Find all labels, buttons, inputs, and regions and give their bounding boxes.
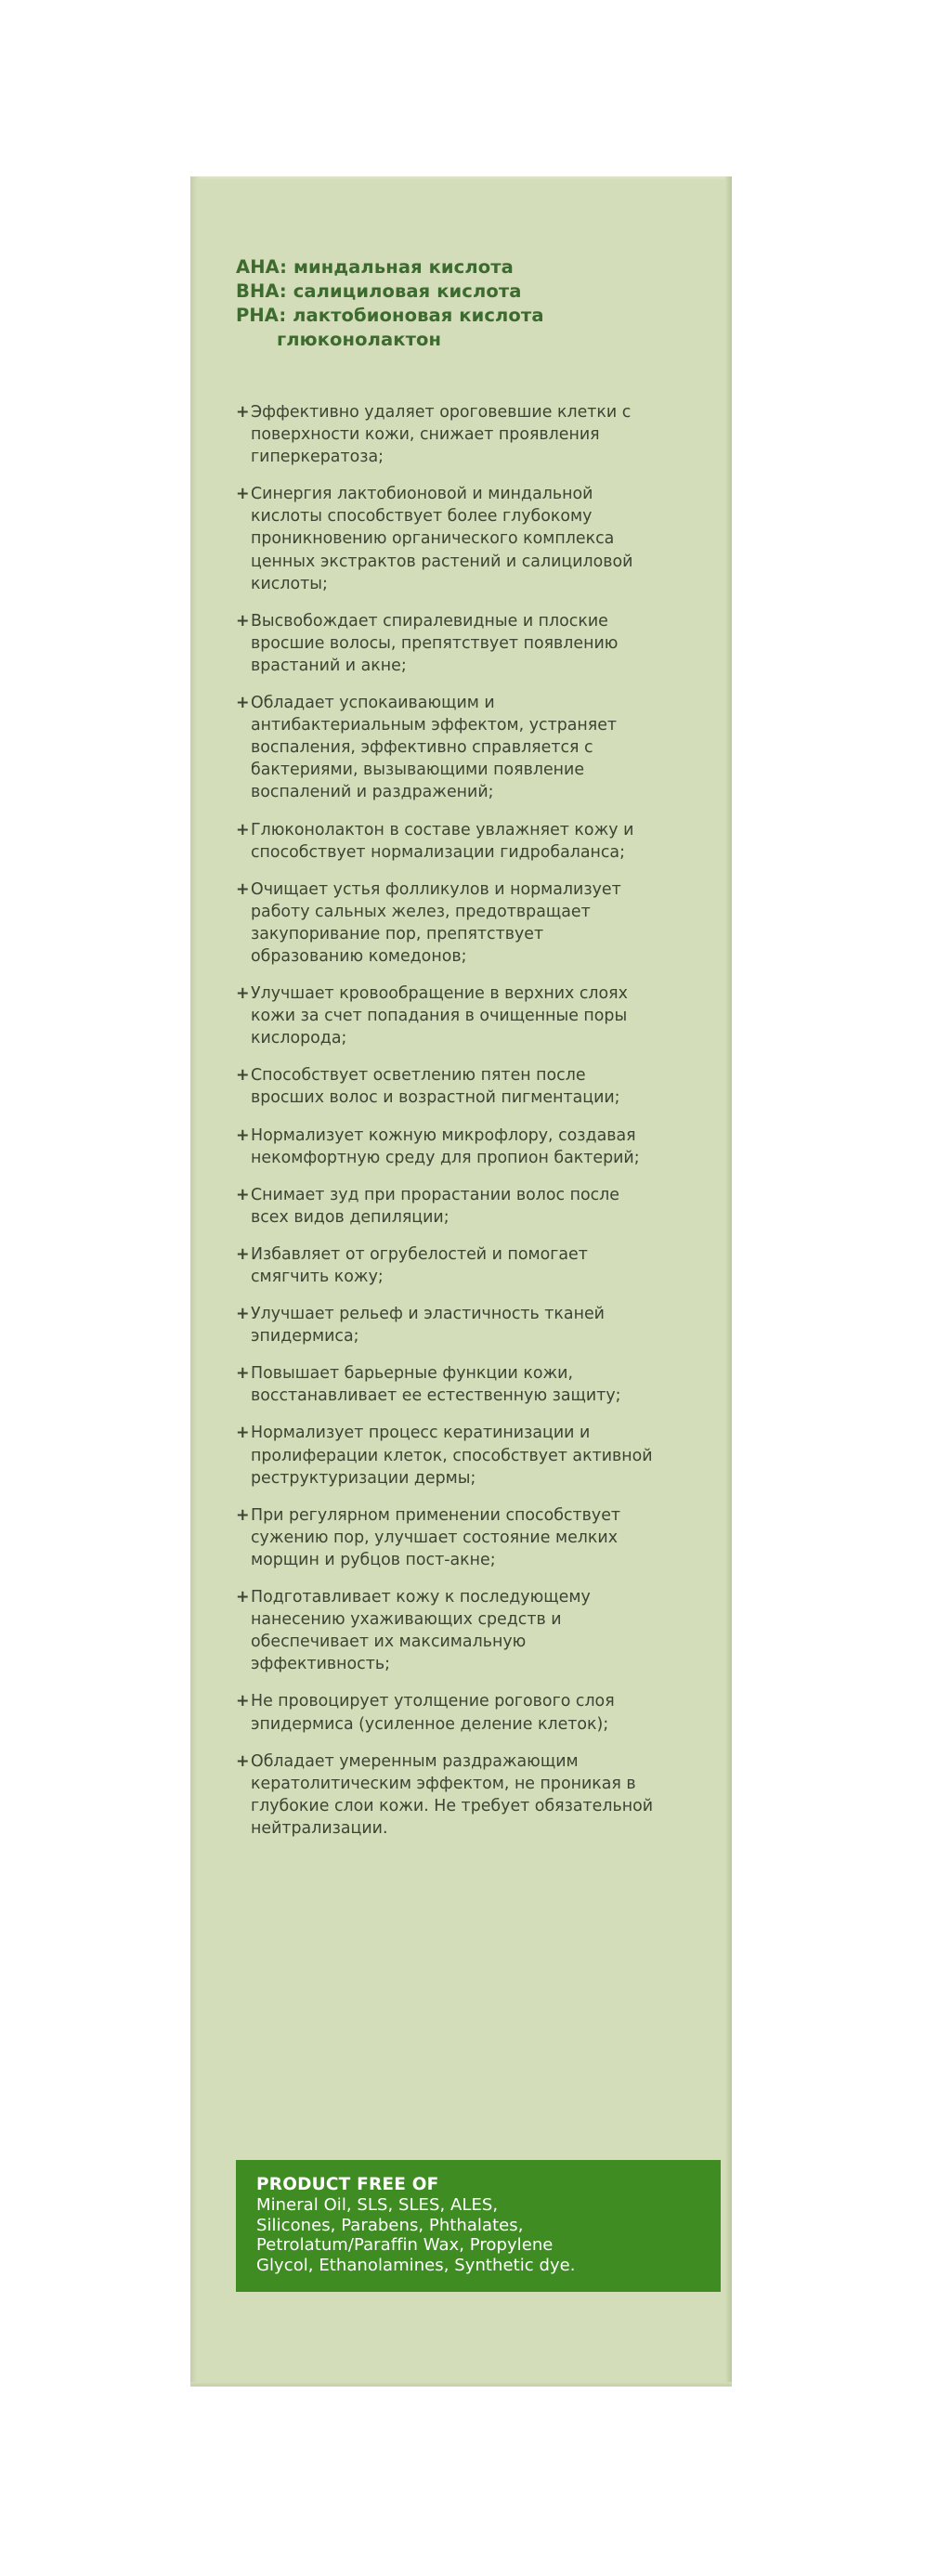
plus-icon: +	[236, 1066, 250, 1086]
plus-icon: +	[236, 1505, 250, 1525]
plus-icon: +	[236, 1692, 250, 1711]
plus-icon: +	[236, 1588, 250, 1607]
benefit-item	[236, 1303, 658, 1347]
package-right-fold	[725, 176, 732, 2387]
plus-icon: +	[236, 694, 250, 713]
benefit-text: Обладает умеренным раздражающим кератолитическим эффектом, не проникая в глубокие слои кожи. Не требует обязательной нейтрализации.	[251, 1751, 654, 1838]
benefit-text: Очищает устья фолликулов и нормализует работу сальных желез, предотвращает закупоривание пор, препятствует образованию комедонов;	[251, 879, 621, 966]
benefit-text: Подготавливает кожу к последующему нанесению ухаживающих средств и обеспечивает их максимальную эффективность;	[251, 1588, 591, 1674]
product-free-of-line: Glycol, Ethanolamines, Synthetic dye.	[256, 2255, 576, 2275]
benefit-text: Улучшает кровообращение в верхних слоях кожи за счет попадания в очищенные поры кислорода;	[251, 984, 628, 1048]
benefit-text: Улучшает рельеф и эластичность тканей эпидермиса;	[251, 1305, 605, 1347]
benefit-text: Избавляет от огрубелостей и помогает смягчить кожу;	[251, 1244, 588, 1286]
package-content-column	[236, 176, 663, 2387]
benefit-item	[236, 1064, 658, 1109]
benefit-item	[236, 878, 658, 968]
benefit-text: Высвобождает спиралевидные и плоские вросшие волосы, препятствует появлению врастаний и акне;	[251, 611, 619, 675]
benefit-text: Способствует осветлению пятен после вросших волос и возрастной пигментации;	[251, 1066, 620, 1108]
product-free-of-block	[236, 2160, 721, 2292]
plus-icon: +	[236, 1751, 250, 1771]
benefit-item	[236, 401, 658, 468]
benefit-text: Обладает успокаивающим и антибактериальным эффектом, устраняет воспаления, эффективно справляется с бактериями, вызывающими появление воспалений и раздражений;	[251, 694, 618, 802]
benefit-item	[236, 1750, 658, 1840]
product-free-of-line: Silicones, Parabens, Phthalates,	[256, 2215, 524, 2235]
package-left-fold	[190, 176, 199, 2387]
benefit-text: Не провоцирует утолщение рогового слоя эпидермиса (усиленное деление клеток);	[251, 1692, 615, 1734]
plus-icon: +	[236, 611, 250, 631]
plus-icon: +	[236, 984, 250, 1004]
benefit-text: Повышает барьерные функции кожи, восстанавливает ее естественную защиту;	[251, 1364, 621, 1406]
plus-icon: +	[236, 820, 250, 839]
plus-icon: +	[236, 1305, 250, 1324]
acid-line: глюконолактон	[277, 329, 442, 350]
benefit-text: Нормализует процесс кератинизации и пролиферации клеток, способствует активной реструктуризации дермы;	[251, 1424, 653, 1488]
benefit-item	[236, 1504, 658, 1571]
benefit-item	[236, 483, 658, 594]
benefit-item	[236, 610, 658, 677]
benefit-item	[236, 982, 658, 1049]
benefit-text: При регулярном применении способствует сужению пор, улучшает состояние мелких морщин и рубцов пост-акне;	[251, 1505, 621, 1569]
benefit-item	[236, 1422, 658, 1489]
benefits-list	[236, 401, 658, 1840]
acid-line: AHA: миндальная кислота	[236, 256, 514, 278]
benefit-item	[236, 1586, 658, 1675]
plus-icon: +	[236, 485, 250, 504]
benefit-item	[236, 1362, 658, 1407]
product-free-of-line: Mineral Oil, SLS, SLES, ALES,	[256, 2195, 499, 2215]
plus-icon: +	[236, 1185, 250, 1204]
product-package-panel	[190, 176, 732, 2387]
benefit-item	[236, 1125, 658, 1169]
benefit-text: Эффективно удаляет ороговевшие клетки с поверхности кожи, снижает проявления гиперкератоза;	[251, 403, 632, 467]
benefit-text: Нормализует кожную микрофлору, создавая некомфортную среду для пропион бактерий;	[251, 1125, 640, 1167]
benefit-item	[236, 692, 658, 803]
plus-icon: +	[236, 879, 250, 899]
plus-icon: +	[236, 1244, 250, 1264]
product-free-of-line: Petrolatum/Paraffin Wax, Propylene	[256, 2235, 554, 2255]
acid-line: PHA: лактобионовая кислота	[236, 305, 544, 326]
product-free-of-title: PRODUCT FREE OF	[256, 2175, 439, 2194]
benefit-item	[236, 819, 658, 864]
benefit-item	[236, 1184, 658, 1229]
benefit-text: Глюконолактон в составе увлажняет кожу и способствует нормализации гидробаланса;	[251, 820, 634, 862]
plus-icon: +	[236, 1125, 250, 1145]
benefit-text: Снимает зуд при прорастании волос после всех видов депиляции;	[251, 1185, 619, 1227]
product-free-of-ingredients	[256, 2195, 721, 2275]
benefit-text: Синергия лактобионовой и миндальной кислоты способствует более глубокому проникновению органического комплекса ценных экстрактов растений и салициловой кислоты;	[251, 485, 633, 593]
plus-icon: +	[236, 1364, 250, 1384]
acid-line: BHA: салициловая кислота	[236, 280, 522, 302]
benefit-item	[236, 1243, 658, 1288]
plus-icon: +	[236, 1424, 250, 1443]
plus-icon: +	[236, 403, 250, 422]
benefit-item	[236, 1690, 658, 1735]
acid-ingredients-heading	[236, 255, 645, 352]
